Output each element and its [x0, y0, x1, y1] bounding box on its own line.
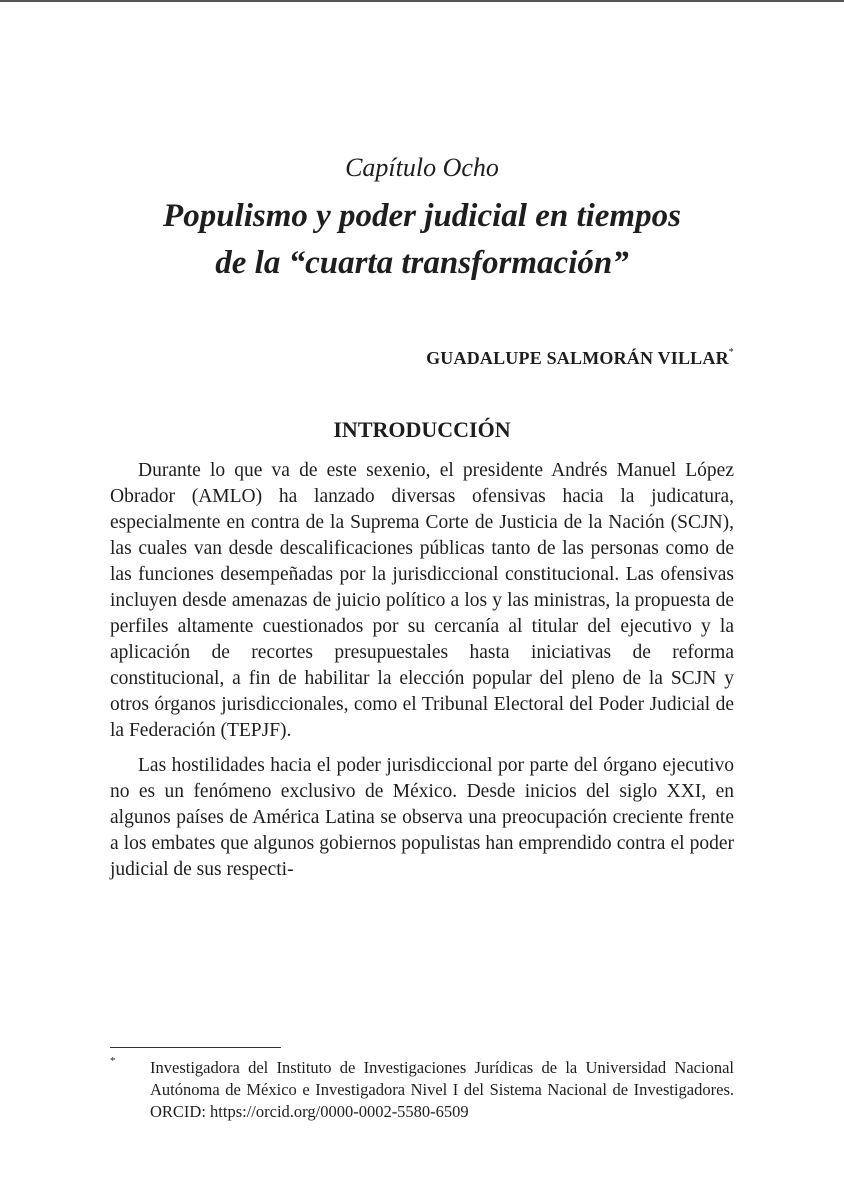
- page-top-border: [0, 0, 844, 2]
- author-name: GUADALUPE SALMORÁN VILLAR: [426, 348, 729, 368]
- footnote-marker: *: [110, 1055, 116, 1067]
- paragraph-2: Las hostilidades hacia el poder jurisdiccional por parte del órgano ejecutivo no es un fenómeno exclusivo de México. Desde inicios del siglo XXI, en algunos países de América Latina se observa una preocupación creciente frente a los embates que algunos gobiernos populistas han emprendido contra el poder judicial de sus respecti-: [110, 755, 734, 880]
- footnote: [110, 1057, 734, 1123]
- chapter-title: [110, 193, 734, 287]
- chapter-title-line-2: de la “cuarta transformación”: [215, 245, 629, 281]
- paragraph-1: Durante lo que va de este sexenio, el presidente Andrés Manuel López Obrador (AMLO) ha lanzado diversas ofensivas hacia la judicatura, especialmente en contra de la Suprema Corte de Justicia de la Nación (SCJN), las cuales van desde descalificaciones públicas tanto de las personas como de las funciones desempeñadas por la jurisdiccional constitucional. Las ofensivas incluyen desde amenazas de juicio político a los y las ministras, la propuesta de perfiles altamente cuestionados por su cercanía al titular del ejecutivo y la aplicación de recortes presupuestales hasta iniciativas de reforma constitucional, a fin de habilitar la elección popular del pleno de la SCJN y otros órganos jurisdiccionales, como el Tribunal Electoral del Poder Judicial de la Federación (TEPJF).: [110, 460, 734, 741]
- footnote-separator: [110, 1047, 281, 1048]
- author-byline: [426, 340, 734, 371]
- section-heading: INTRODUCCIÓN: [333, 417, 511, 442]
- chapter-title-line-1: Populismo y poder judicial en tiempos: [163, 198, 681, 234]
- chapter-label: Capítulo Ocho: [345, 153, 499, 182]
- author-footnote-marker: *: [728, 347, 734, 358]
- body-text: [110, 458, 734, 892]
- footnote-text: Investigadora del Instituto de Investigaciones Jurídicas de la Universidad Nacional Autónoma de México e Investigadora Nivel I del Sistema Nacional de Investigadores. ORCID: https://orcid.org/0000-0002-5580-6509: [150, 1058, 734, 1121]
